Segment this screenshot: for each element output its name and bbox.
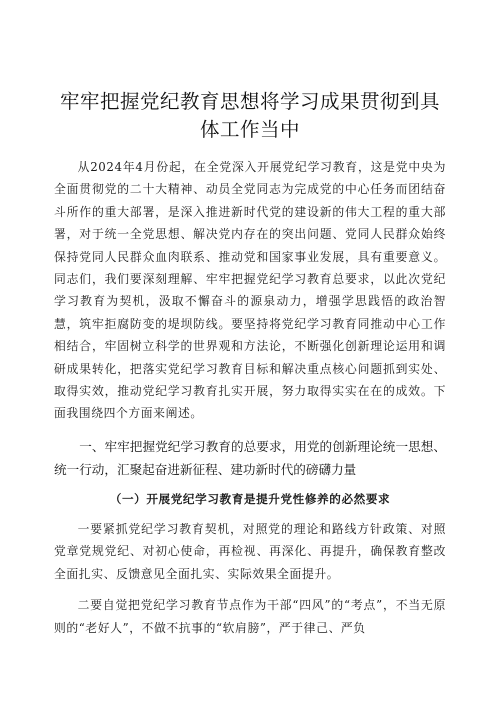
body-paragraph-1: 一要紧抓党纪学习教育契机，对照党的理论和路线方针政策、对照党章党规党纪、对初心使命，再检视、再深化、再提升，确保教育整改全面扎实、反馈意见全面扎实、实际效果全面提升。 [54, 521, 446, 581]
intro-paragraph: 从2024年4月份起，在全党深入开展党纪学习教育，这是党中央为全面贯彻党的二十大精神、动员全党同志为完成党的中心任务而团结奋斗所作的重大部署，是深入推进新时代党的建设新的伟大工程的重大部署，对于统一全党思想、解决党内存在的突出问题、党同人民群众始终保持党同人民群众血肉联系、推动党和国家事业发展，具有重要意义。同志们，我们要深刻理解、牢牢把握党纪学习教育总要求，以此次党纪学习教育为契机，汲取不懈奋斗的源泉动力，增强学思践悟的政治智慧，筑牢拒腐防变的堤坝防线。要坚持将党纪学习教育同推动中心工作相结合，牢固树立科学的世界观和方法论，不断强化创新理论运用和调研成果转化，把落实党纪学习教育目标和解决重点核心问题抓到实处、取得实效，推动党纪学习教育扎实开展，努力取得实实在在的成效。下面我围绕四个方面来阐述。 [54, 160, 446, 421]
body-paragraph-2: 二要自觉把党纪学习教育节点作为干部“四风”的“考点”，不当无原则的“老好人”，不做不抗事的“软肩膀”，严于律己、严负 [54, 598, 446, 635]
document-title: 牢牢把握党纪教育思想将学习成果贯彻到具体工作当中 [59, 90, 440, 141]
sub-heading: （一）开展党纪学习教育是提升党性修养的必然要求 [109, 491, 391, 506]
section-heading: 一、牢牢把握党纪学习教育的总要求，用党的创新理论统一思想、统一行动，汇聚起奋进新征程、建功新时代的磅礴力量 [54, 438, 446, 477]
